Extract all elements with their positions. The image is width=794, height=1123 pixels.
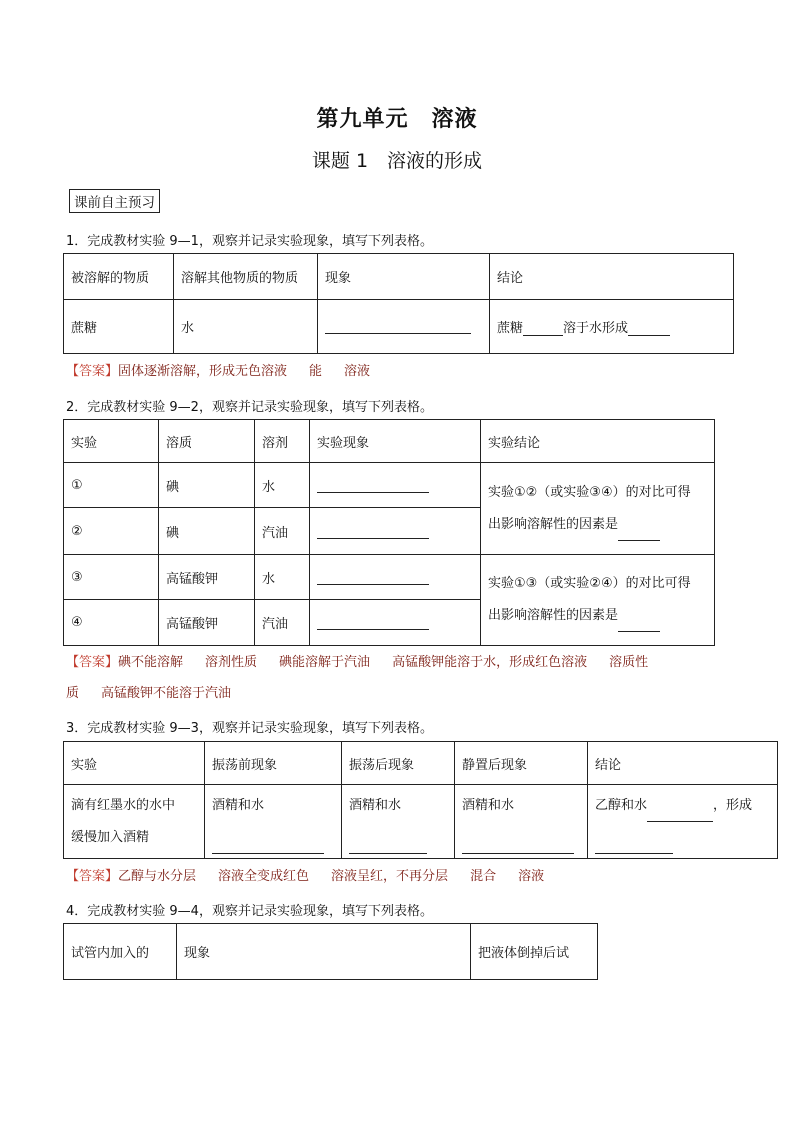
table-cell: 高锰酸钾	[159, 555, 255, 600]
answer-blank[interactable]	[317, 615, 429, 630]
cell-text: 酒精和水	[349, 797, 402, 813]
conclusion-line: 出影响溶解性的因素是	[488, 608, 619, 623]
cell-text: 酒精和水	[212, 797, 265, 813]
table-1	[63, 253, 734, 354]
table-cell: 水	[255, 463, 310, 508]
header-cell: 溶质	[159, 420, 255, 463]
section-label: 课前自主预习	[69, 189, 160, 213]
conclusion-line: 出影响溶解性的因素是	[488, 516, 619, 532]
conclusion-cell	[481, 555, 715, 646]
conclusion-text: 溶于水形成	[563, 321, 629, 336]
experiment-line: 缓慢加入酒精	[71, 829, 150, 845]
header-cell: 实验	[64, 742, 205, 785]
header-cell: 振荡后现象	[342, 742, 455, 785]
table-cell: 碘	[159, 508, 255, 555]
answer-item: 溶剂性质	[205, 655, 258, 670]
answer-3	[66, 861, 736, 892]
header-cell: 溶解其他物质的物质	[174, 254, 318, 300]
lesson-title: 课题 1 溶液的形成	[311, 150, 483, 172]
table-cell: 高锰酸钾	[159, 600, 255, 646]
table-cell: ④	[64, 600, 159, 646]
table-3	[63, 741, 778, 859]
table-cell: 汽油	[255, 600, 310, 646]
conclusion-cell	[481, 463, 715, 555]
header-cell: 静置后现象	[455, 742, 588, 785]
table-cell	[588, 785, 778, 859]
answer-2	[66, 647, 736, 709]
table-4	[63, 923, 598, 980]
table-cell: ②	[64, 508, 159, 555]
answer-item: 乙醇与水分层	[118, 869, 197, 884]
table-cell	[490, 300, 734, 354]
table-2	[63, 419, 715, 646]
header-cell: 结论	[588, 742, 778, 785]
question-2: 2．完成教材实验 9—2，观察并记录实验现象，填写下列表格。	[66, 400, 433, 415]
answer-item: 碘能溶解于汽油	[279, 655, 371, 670]
answer-blank[interactable]	[212, 839, 324, 854]
cell-text: 酒精和水	[462, 797, 515, 813]
question-4: 4．完成教材实验 9—4，观察并记录实验现象，填写下列表格。	[66, 904, 433, 919]
table-cell	[205, 785, 342, 859]
table-cell	[64, 785, 205, 859]
answer-blank[interactable]	[317, 524, 429, 539]
answer-blank[interactable]	[325, 319, 471, 334]
table-cell: 汽油	[255, 508, 310, 555]
answer-blank[interactable]	[462, 839, 574, 854]
answer-blank[interactable]	[595, 839, 673, 854]
blank-cell	[318, 300, 490, 354]
conclusion-text: 乙醇和水	[595, 797, 648, 813]
header-cell: 实验	[64, 420, 159, 463]
header-cell: 被溶解的物质	[64, 254, 174, 300]
header-cell: 把液体倒掉后试	[471, 924, 598, 980]
answer-item: 溶液呈红，不再分层	[331, 869, 449, 884]
conclusion-line: 实验①②（或实验③④）的对比可得	[488, 484, 691, 500]
blank-cell	[310, 600, 481, 646]
header-cell: 实验结论	[481, 420, 715, 463]
table-cell	[455, 785, 588, 859]
answer-item: 溶液	[518, 869, 545, 884]
table-cell: ①	[64, 463, 159, 508]
header-cell: 现象	[318, 254, 490, 300]
table-cell: 碘	[159, 463, 255, 508]
answer-item: 高锰酸钾能溶于水，形成红色溶液	[392, 655, 588, 670]
unit-title: 第九单元 溶液	[316, 107, 478, 132]
answer-label: 【答案】	[66, 869, 119, 884]
answer-item: 高锰酸钾不能溶于汽油	[101, 686, 232, 701]
conclusion-text: ，形成	[713, 797, 753, 813]
answer-label: 【答案】	[66, 655, 119, 670]
header-cell: 现象	[177, 924, 471, 980]
header-cell: 结论	[490, 254, 734, 300]
experiment-line: 滴有红墨水的水中	[71, 797, 176, 813]
blank-cell	[310, 508, 481, 555]
conclusion-line: 实验①③（或实验②④）的对比可得	[488, 576, 691, 591]
blank-cell	[310, 463, 481, 508]
answer-item: 碘不能溶解	[118, 655, 184, 670]
answer-blank[interactable]	[618, 526, 660, 541]
answer-blank[interactable]	[317, 478, 429, 493]
answer-blank[interactable]	[628, 321, 670, 336]
answer-item: 能	[309, 364, 323, 379]
blank-cell	[310, 555, 481, 600]
answer-item: 溶液	[344, 364, 371, 379]
header-cell: 试管内加入的	[64, 924, 177, 980]
answer-item: 溶质性	[609, 655, 649, 670]
answer-item: 溶液全变成红色	[218, 869, 310, 884]
answer-item: 质	[66, 686, 80, 701]
header-cell: 溶剂	[255, 420, 310, 463]
table-cell: 水	[255, 555, 310, 600]
answer-blank[interactable]	[523, 321, 563, 336]
answer-blank[interactable]	[647, 807, 713, 822]
answer-item: 固体逐渐溶解，形成无色溶液	[118, 364, 288, 379]
answer-label: 【答案】	[66, 364, 119, 379]
table-cell: 水	[174, 300, 318, 354]
answer-blank[interactable]	[349, 839, 427, 854]
question-3: 3．完成教材实验 9—3，观察并记录实验现象，填写下列表格。	[66, 721, 433, 736]
answer-1	[66, 356, 736, 387]
table-cell: 蔗糖	[64, 300, 174, 354]
answer-blank[interactable]	[317, 570, 429, 585]
table-cell	[342, 785, 455, 859]
question-1: 1．完成教材实验 9—1，观察并记录实验现象，填写下列表格。	[66, 234, 433, 249]
answer-blank[interactable]	[618, 617, 660, 632]
header-cell: 振荡前现象	[205, 742, 342, 785]
table-cell: ③	[64, 555, 159, 600]
conclusion-text: 蔗糖	[497, 321, 524, 336]
answer-item: 混合	[470, 869, 497, 884]
header-cell: 实验现象	[310, 420, 481, 463]
